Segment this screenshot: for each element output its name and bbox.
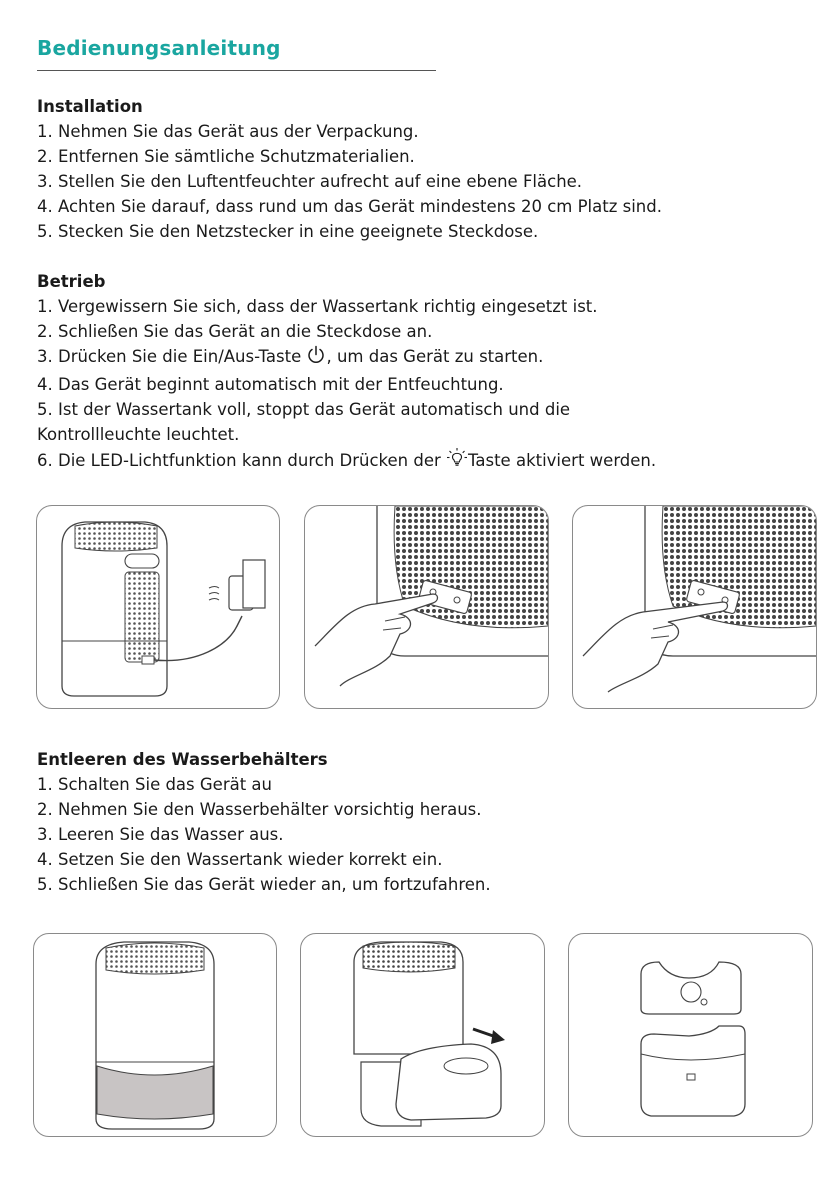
illustration-press-led (572, 505, 817, 709)
entleeren-heading: Entleeren des Wasserbehälters (37, 750, 328, 769)
illustration-tank-full (33, 933, 277, 1137)
betrieb-step-3-text-a: 3. Drücken Sie die Ein/Aus-Taste (37, 347, 302, 366)
betrieb-section (37, 269, 677, 476)
illustration-remove-tank (300, 933, 545, 1137)
entleeren-step-1: 1. Schalten Sie das Gerät au (37, 775, 273, 794)
entleeren-section (37, 747, 491, 897)
installation-step-4: 4. Achten Sie darauf, dass rund um das Gerät mindestens 20 cm Platz sind. (37, 197, 662, 216)
betrieb-step-2: 2. Schließen Sie das Gerät an die Steckdose an. (37, 322, 433, 341)
entleeren-steps (37, 772, 491, 897)
installation-step-3: 3. Stellen Sie den Luftentfeuchter aufrecht auf eine ebene Fläche. (37, 172, 583, 191)
installation-step-2: 2. Entfernen Sie sämtliche Schutzmaterialien. (37, 147, 415, 166)
illustration-plug-in (36, 505, 280, 709)
betrieb-step-3-text-b: , um das Gerät zu starten. (326, 347, 544, 366)
entleeren-step-2: 2. Nehmen Sie den Wasserbehälter vorsichtig heraus. (37, 800, 482, 819)
entleeren-step-4: 4. Setzen Sie den Wassertank wieder korrekt ein. (37, 850, 443, 869)
title-divider (37, 70, 436, 71)
installation-step-5: 5. Stecken Sie den Netzstecker in eine geeignete Steckdose. (37, 222, 539, 241)
betrieb-heading: Betrieb (37, 272, 106, 291)
light-bulb-icon (446, 447, 468, 476)
power-icon (306, 345, 326, 372)
installation-section (37, 94, 662, 244)
installation-steps (37, 119, 662, 244)
betrieb-steps (37, 294, 677, 476)
betrieb-step-1: 1. Vergewissern Sie sich, dass der Wassertank richtig eingesetzt ist. (37, 297, 598, 316)
betrieb-step-3 (37, 344, 677, 372)
entleeren-step-5: 5. Schließen Sie das Gerät wieder an, um fortzufahren. (37, 875, 491, 894)
illustration-empty-tank (568, 933, 813, 1137)
betrieb-step-5: 5. Ist der Wassertank voll, stoppt das Gerät automatisch und die Kontrollleuchte leuchtet. (37, 400, 571, 444)
betrieb-step-4: 4. Das Gerät beginnt automatisch mit der Entfeuchtung. (37, 375, 504, 394)
installation-step-1: 1. Nehmen Sie das Gerät aus der Verpackung. (37, 122, 419, 141)
betrieb-step-6-text-a: 6. Die LED-Lichtfunktion kann durch Drücken der (37, 451, 441, 470)
installation-heading: Installation (37, 97, 143, 116)
page-title: Bedienungsanleitung (37, 36, 281, 60)
illustration-press-power (304, 505, 549, 709)
betrieb-step-6-text-b: Taste aktiviert werden. (468, 451, 657, 470)
betrieb-step-6 (37, 447, 677, 476)
entleeren-step-3: 3. Leeren Sie das Wasser aus. (37, 825, 284, 844)
